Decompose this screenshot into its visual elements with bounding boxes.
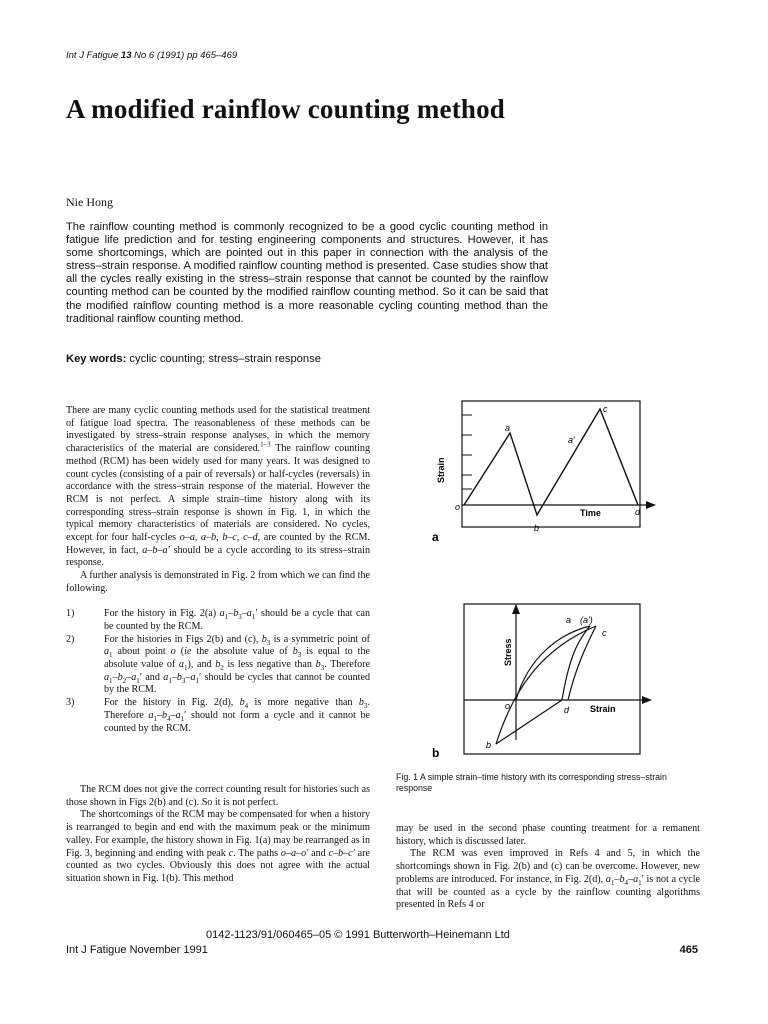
journal-issue: No 6 (1991) pp 465–469 [134, 50, 238, 61]
point-b-label: b [534, 523, 540, 533]
time-axis-label: Time [580, 508, 601, 518]
point-a-prime-label: (a′) [580, 615, 593, 625]
figure-1a-strain-time [420, 393, 660, 543]
page-number: 465 [679, 944, 698, 956]
running-head [66, 50, 237, 61]
list-item: 3) For the history in Fig. 2(d), $b_4$ is more negative than $b_3$. Therefore $a_1-b_4-a_1'$ should not form a cycle and it cannot be counted by the RCM. [66, 697, 370, 734]
body-column-left [66, 405, 370, 735]
point-c-label: c [603, 404, 608, 414]
point-c-label: c [602, 628, 607, 638]
body-paragraph-right-1: may be used in the second phase counting treatment for a remanent history, which is discussed later. [396, 823, 700, 847]
figure-1a-panel-label: a [432, 530, 439, 543]
abstract: The rainflow counting method is commonly recognized to be a good cyclic counting method in fatigue life prediction and for testing engineering components and structures. However, it has some shortcomings, which are pointed out in this paper in connection with the analysis of the stress–strain response. A modified rainflow counting method is presented. Case studies show that all the cycles really existing in the stress–strain response that cannot be counted by the rainflow counting method can be counted by the modified rainflow counting method. So it can be said that the modified rainflow counting method is a more reasonable cycling counting method than the traditional rainflow counting method. [66, 221, 548, 325]
figure-1b-frame [464, 604, 640, 754]
body-paragraph-3: The RCM does not give the correct counting result for histories such as those shown in Figs 2(b) and (c). So it is not perfect. [66, 784, 370, 808]
point-a-label: a [505, 423, 511, 433]
keywords [66, 353, 321, 365]
body-paragraph-2: A further analysis is demonstrated in Fig. 2 from which we can find the following. [66, 570, 370, 594]
body-column-right [396, 823, 700, 912]
footer-journal-issue: Int J Fatigue November 1991 [66, 944, 208, 956]
list-item: 1) For the history in Fig. 2(a) $a_1-b_3-a_1'$ should be a cycle that can be counted by the RCM. [66, 608, 370, 632]
figure-1a-ticks [462, 415, 472, 489]
journal-volume: 13 [120, 50, 132, 61]
footer-copyright: 0142-1123/91/060465–05 © 1991 Butterworth–Heinemann Ltd [206, 929, 510, 941]
strain-axis-arrow [642, 696, 652, 704]
body-column-left-lower [66, 784, 370, 886]
stress-axis-label: Stress [503, 638, 513, 666]
figure-1b-stress-strain [420, 596, 660, 758]
list-item: 2) For the histories in Figs 2(b) and (c), $b_3$ is a symmetric point of $a_1$ about point o (ie the absolute value of $b_3$ is equal to the absolute value of $a_1$), and $b_2$ is less negative than $b_3$. Therefore $a_1-b_2-a_1'$ and $a_1-b_3-a_1'$ should be cycles that cannot be counted by the RCM. [66, 633, 371, 696]
figure-1-caption: Fig. 1 A simple strain–time history with its corresponding stress–strain response [396, 772, 667, 793]
figure-1a-frame [462, 401, 640, 527]
point-b-label: b [486, 740, 492, 750]
point-d-label: d [564, 705, 570, 715]
unloading-curve-ab [562, 626, 590, 700]
figure-1b-panel-label: b [432, 746, 440, 758]
point-a-label: a [566, 615, 572, 625]
body-paragraph-1: There are many cyclic counting methods used for the statistical treatment of fatigue load spectra. The reasonableness of these methods can be investigated by stress–strain response analyses, in which the memory characteristics of the material are considered.$^{1-3}$ The rainflow counting method (RCM) has been widely used for many years. It was designed to count cycles (consisting of a pair of reversals) or half-cycles (reversals) in accordance with the stress–strain response of the material. However the RCM is not perfect. A simple strain–time history along with its corresponding stress–strain response is shown in Fig. 1, in which the typical memory characteristics of materials are considered. No cycles, except for four half-cycles o–a, a–b, b–c, c–d, are counted by the RCM. However, in fact, a–b–a′ should be a cycle according to its stress–strain response. [66, 405, 370, 569]
point-o-label: o [505, 701, 511, 711]
stress-axis-arrow [512, 604, 520, 614]
point-d-label: d [635, 507, 641, 517]
time-axis-arrow [646, 501, 656, 509]
strain-axis-label: Strain [436, 457, 446, 483]
point-a-prime-label: a′ [568, 435, 575, 445]
strain-history-line [464, 409, 638, 515]
strain-axis-label: Strain [590, 704, 616, 714]
keywords-text: cyclic counting; stress–strain response [129, 353, 321, 365]
body-paragraph-4: The shortcomings of the RCM may be compensated for when a history is rearranged to begin and end with the maximum peak or the minimum valley. For example, the history shown in Fig. 1(a) may be rearranged as in Fig. 3, beginning and ending with peak c. The paths o–a–o′ and c–b–c′ are counted as two cycles. Obviously this does not agree with the actual situation shown in Fig. 1(b). This method [66, 809, 370, 884]
body-paragraph-right-2: The RCM was even improved in Refs 4 and 5, in which the shortcomings shown in Fig. 2(b) and (c) can be overcome. However, new problems are introduced. For instance, in Fig. 2(d), $a_1-b_4-a_1'$ is not a cycle that will be counted as a cycle by the rainflow counting algorithms presented in Refs 4 or [396, 848, 700, 911]
journal-name: Int J Fatigue [66, 50, 119, 61]
author-name: Nie Hong [66, 195, 113, 209]
point-o-label: o [454, 502, 460, 512]
article-title: A modified rainflow counting method [66, 94, 506, 124]
keywords-label: Key words: [66, 353, 127, 365]
